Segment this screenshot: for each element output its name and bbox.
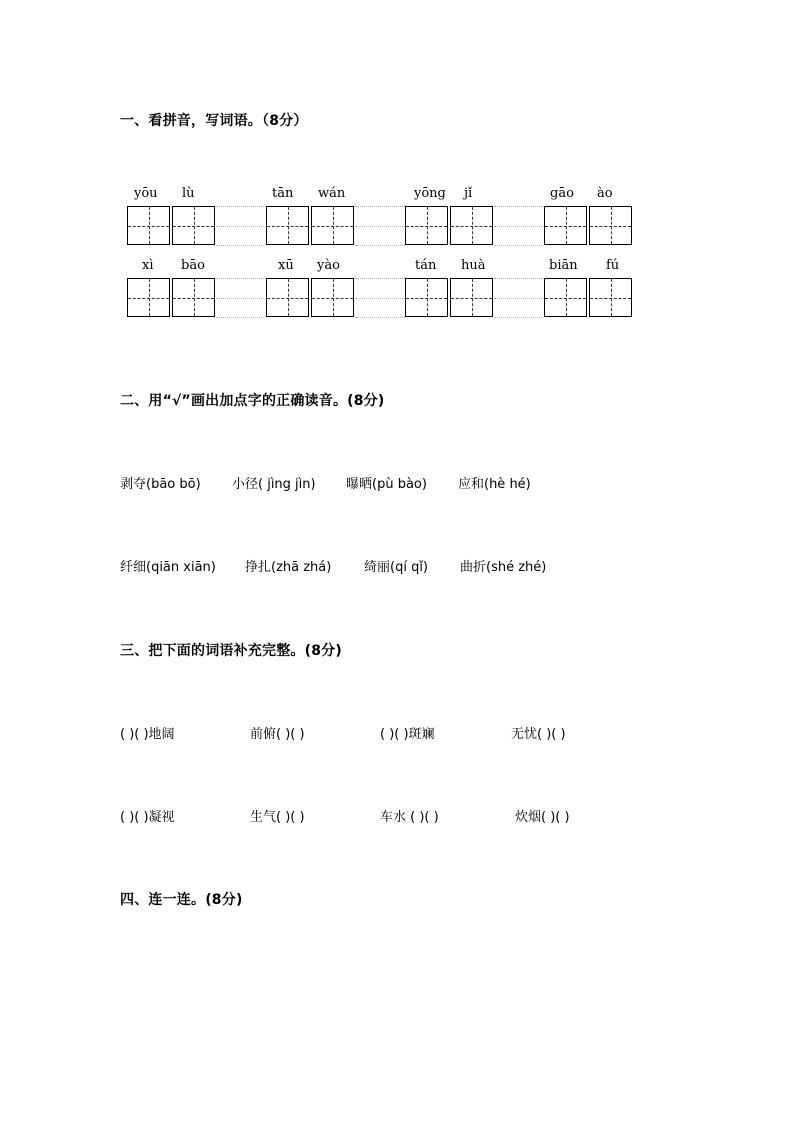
pinyin-14: huà (461, 258, 486, 273)
writing-box[interactable] (311, 206, 354, 245)
section3-heading: 三、把下面的词语补充完整。(8分) (120, 643, 342, 659)
writing-box[interactable] (266, 206, 309, 245)
guide-line (494, 298, 544, 299)
guide-line (355, 278, 405, 279)
writing-box[interactable] (311, 278, 354, 317)
guide-line (216, 278, 266, 279)
pinyin-9: xì (142, 258, 154, 273)
writing-box[interactable] (127, 278, 170, 317)
writing-box[interactable] (405, 278, 448, 317)
idiom-blank[interactable]: ( )( )地阔 (120, 727, 175, 742)
writing-box[interactable] (589, 278, 632, 317)
writing-box[interactable] (266, 278, 309, 317)
writing-box[interactable] (450, 278, 493, 317)
pinyin-10: bāo (181, 258, 205, 273)
guide-line (494, 245, 544, 246)
pronunciation-item[interactable]: 纤细(qiān xiān) (120, 560, 216, 575)
guide-line (216, 206, 266, 207)
writing-box[interactable] (172, 206, 215, 245)
pinyin-1: yōu (134, 186, 158, 201)
pinyin-2: lù (182, 186, 195, 201)
guide-line (494, 317, 544, 318)
pinyin-16: fú (606, 258, 620, 273)
guide-line (494, 226, 544, 227)
guide-line (216, 317, 266, 318)
pronunciation-item[interactable]: 应和(hè hé) (458, 477, 531, 492)
pinyin-4: wán (318, 186, 346, 201)
guide-line (494, 278, 544, 279)
pinyin-3: tān (272, 186, 294, 201)
writing-box[interactable] (544, 206, 587, 245)
guide-line (494, 206, 544, 207)
idiom-blank[interactable]: ( )( )凝视 (120, 810, 175, 825)
guide-line (355, 298, 405, 299)
writing-box[interactable] (544, 278, 587, 317)
pinyin-13: tán (415, 258, 437, 273)
section1-heading: 一、看拼音，写词语。（8分） (120, 113, 308, 129)
idiom-blank[interactable]: 车水 ( )( ) (380, 810, 439, 825)
section4-heading: 四、连一连。(8分) (120, 892, 243, 908)
guide-line (355, 317, 405, 318)
pronunciation-item[interactable]: 剥夺(bāo bō) (120, 477, 201, 492)
pinyin-8: ào (597, 186, 613, 201)
writing-box[interactable] (127, 206, 170, 245)
pinyin-6: jǐ (464, 186, 473, 201)
writing-box[interactable] (172, 278, 215, 317)
writing-box[interactable] (450, 206, 493, 245)
pinyin-5: yōng (414, 186, 446, 201)
pronunciation-item[interactable]: 曲折(shé zhé) (460, 560, 547, 575)
guide-line (355, 226, 405, 227)
writing-box[interactable] (589, 206, 632, 245)
idiom-blank[interactable]: 生气( )( ) (250, 810, 305, 825)
guide-line (216, 226, 266, 227)
guide-line (355, 206, 405, 207)
guide-line (216, 298, 266, 299)
pronunciation-item[interactable]: 曝晒(pù bào) (346, 477, 427, 492)
pinyin-11: xū (278, 258, 294, 273)
idiom-blank[interactable]: 无忧( )( ) (511, 727, 566, 742)
section2-heading: 二、用“√”画出加点字的正确读音。(8分) (120, 393, 385, 409)
idiom-blank[interactable]: 炊烟( )( ) (515, 810, 570, 825)
idiom-blank[interactable]: ( )( )斑斓 (380, 727, 435, 742)
pronunciation-item[interactable]: 绮丽(qí qǐ) (364, 560, 429, 575)
guide-line (216, 245, 266, 246)
writing-box[interactable] (405, 206, 448, 245)
pinyin-15: biān (549, 258, 578, 273)
pinyin-12: yào (317, 258, 340, 273)
guide-line (355, 245, 405, 246)
idiom-blank[interactable]: 前俯( )( ) (250, 727, 305, 742)
pinyin-7: gāo (550, 186, 574, 201)
pronunciation-item[interactable]: 小径( jìng jìn) (232, 477, 316, 492)
pronunciation-item[interactable]: 挣扎(zhā zhá) (245, 560, 332, 575)
